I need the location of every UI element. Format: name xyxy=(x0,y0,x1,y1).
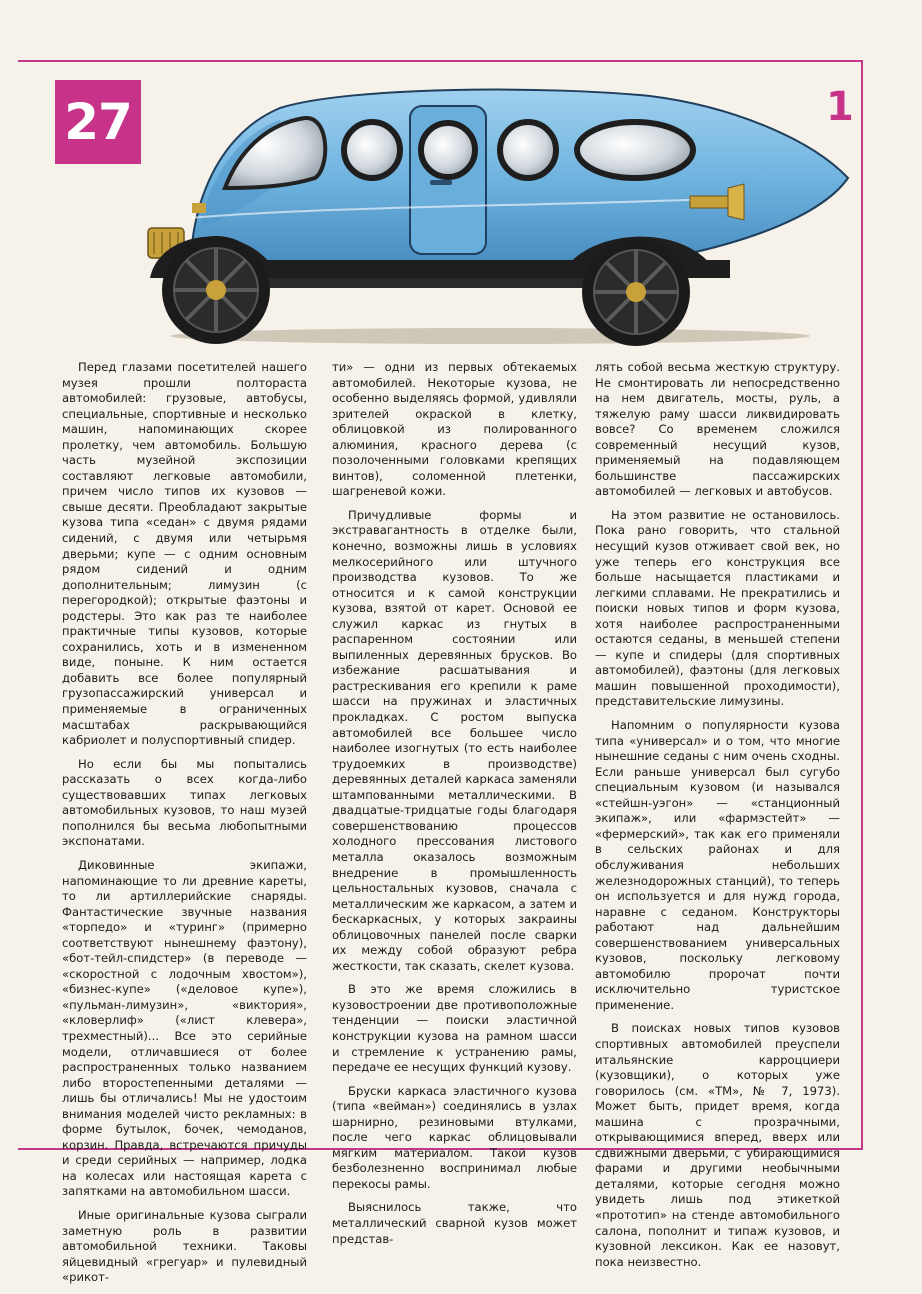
paragraph: ти» — одни из первых обтекаемых автомобилей. Некоторые кузова, не особенно выделяясь формой, удивляли зрителей окраской в клетку, облицовкой из полированного алюминия, красного дерева (с позолоченными головками крепящих винтов), соломенной плетенки, шагреневой кожи. xyxy=(332,360,577,499)
paragraph: Бруски каркаса эластичного кузова (типа «вейман») соединялись в узлах шарнирно, резиновыми втулками, после чего каркас облицовывали мягким материалом. Такой кузов безболезненно воспринимал любые перекосы рамы. xyxy=(332,1083,577,1191)
article-column-3 xyxy=(595,360,840,1278)
paragraph: Но если бы мы попытались рассказать о всех когда-либо существовавших типах легковых автомобильных кузовов, то наш музей пополнился бы весьма любопытными экспонатами. xyxy=(62,756,307,849)
paragraph: Напомним о популярности кузова типа «универсал» и о том, что многие нынешние седаны с ним очень сходны. Если раньше универсал был сугубо специальным кузовом (и назывался «стейшн-уэгон» — «станционный экипаж», или «фармэстейт» — «фермерский», так как его применяли в сельских районах и для обслуживания небольших железнодорожных станций), то теперь он используется и для нужд города, наравне с седаном. Конструкторы работают над дальнейшим совершенствованием универсальных кузовов, поскольку легковому автомобилю пророчат почти исключительно туристское применение. xyxy=(595,718,840,1012)
article-body xyxy=(62,360,852,1285)
frame-top-rule xyxy=(18,60,863,62)
frame-right-rule xyxy=(861,60,863,1150)
page-number: 27 xyxy=(64,93,132,151)
article-column-2 xyxy=(332,360,577,1255)
paragraph: Причудливые формы и экстравагантность в отделке были, конечно, возможны лишь в условиях мелкосерийного или штучного производства кузовов. То же относится и к самой конструкции кузова, взятой от карет. Основой ее служил каркас из гнутых в распаренном состоянии или выпиленных деревянных брусков. Во избежание расшатывания и растрескивания его крепили к раме шасси на пружинах и эластичных прокладках. С ростом выпуска автомобилей все большее число наиболее изогнутых (то есть наиболее трудоемких в производстве) деревянных деталей каркаса заменяли штампованными металлическими. В двадцатые-тридцатые годы благодаря совершенствованию процессов холодного прессования листового металла оказалось возможным внедрение в промышленность цельностальных кузовов, сначала с металлическим же каркасом, а затем и бескаркасных, у которых закраины облицовочных панелей после сварки их между собой образуют ребра жесткости, так сказать, скелет кузова. xyxy=(332,507,577,973)
paragraph: Диковинные экипажи, напоминающие то ли древние кареты, то ли артиллерийские снаряды. Фантастические звучные названия «торпедо» и «туринг» (примерно соответствуют нынешнему фаэтону), «бот-тейл-спидстер» (в переводе — «скоростной с лодочным хвостом»), «бизнес-купе» («деловое купе»), «пульман-лимузин», «виктория», «кловерлиф» («лист клевера», трехместный)... Все это серийные модели, отличавшиеся от более распространенных только названием либо второстепенными деталями — лишь бы отличались! Мы не удостоим внимания моделей чисто рекламных: в форме бутылок, бочек, чемоданов, корзин. Правда, встречаются причуды и среди серийных — например, лодка на колесах или настоящая карета с запятками на автомобильном шасси. xyxy=(62,857,307,1199)
page-number-badge xyxy=(55,80,141,164)
front-wheel xyxy=(162,236,270,344)
aerodynamic-car-illustration xyxy=(130,78,850,350)
paragraph: Иные оригинальные кузова сыграли заметную роль в развитии автомобильной техники. Таковы яйцевидный «грегуар» и пулевидный «рикот- xyxy=(62,1207,307,1285)
article-column-1 xyxy=(62,360,307,1294)
paragraph: Выяснилось также, что металлический сварной кузов может представ- xyxy=(332,1200,577,1246)
paragraph: В это же время сложились в кузовостроении две противоположные тенденции — поиски эластичной конструкции кузова на рамном шасси и стремление к устранению рамы, передаче ее несущих функций кузову. xyxy=(332,982,577,1075)
paragraph: Перед глазами посетителей нашего музея прошли полтораста автомобилей: грузовые, автобусы, специальные, спортивные и несколько машин, напоминающих скорее пролетку, чем автомобиль. Большую часть музейной экспозиции составляют легковые автомобили, причем число типов их кузовов — свыше десяти. Преобладают закрытые кузова типа «седан» с двумя рядами сидений, с двумя или четырьмя дверьми; купе — с одним основным рядом сидений и одним дополнительным; лимузин (с перегородкой); открытые фаэтоны и родстеры. Это как раз те наиболее практичные типы кузовов, которые сохранились, хоть и в измененном виде, поныне. К ним остается добавить все более популярный грузопассажирский универсал и применяемые в ограниченных масштабах раскрывающийся кабриолет и полуспортивный спидер. xyxy=(62,360,307,748)
illustration-number: 1 xyxy=(826,84,854,130)
paragraph: В поисках новых типов кузовов спортивных автомобилей преуспели итальянские карроцциери (кузовщики), о которых уже говорилось (см. «ТМ», № 7, 1973). Может быть, придет время, когда машина с прозрачными, открывающимися вперед, вверх или сдвижными дверьми, с убирающимися фарами и другими необычными деталями, которые сегодня можно увидеть лишь под этикеткой «прототип» на стенде автомобильного салона, пополнит и типаж кузовов, и кузовной лексикон. Как ее назовут, пока неизвестно. xyxy=(595,1021,840,1269)
paragraph: лять собой весьма жесткую структуру. Не смонтировать ли непосредственно на нем двигатель, мосты, руль, а тяжелую раму шасси ликвидировать вовсе? Со временем сложился современный несущий кузов, применяемый на подавляющем большинстве пассажирских автомобилей — легковых и автобусов. xyxy=(595,360,840,499)
paragraph: На этом развитие не остановилось. Пока рано говорить, что стальной несущий кузов отживает свой век, но уже теперь его конструкция все больше насыщается пластиками и легкими сплавами. Не прекратились и поиски новых типов и форм кузова, хотя наиболее распространенными остаются седаны, в меньшей степени — купе и спидеры (для спортивных автомобилей), фаэтоны (для легковых машин повышенной проходимости), представительские лимузины. xyxy=(595,507,840,709)
rear-wheel xyxy=(582,238,690,346)
